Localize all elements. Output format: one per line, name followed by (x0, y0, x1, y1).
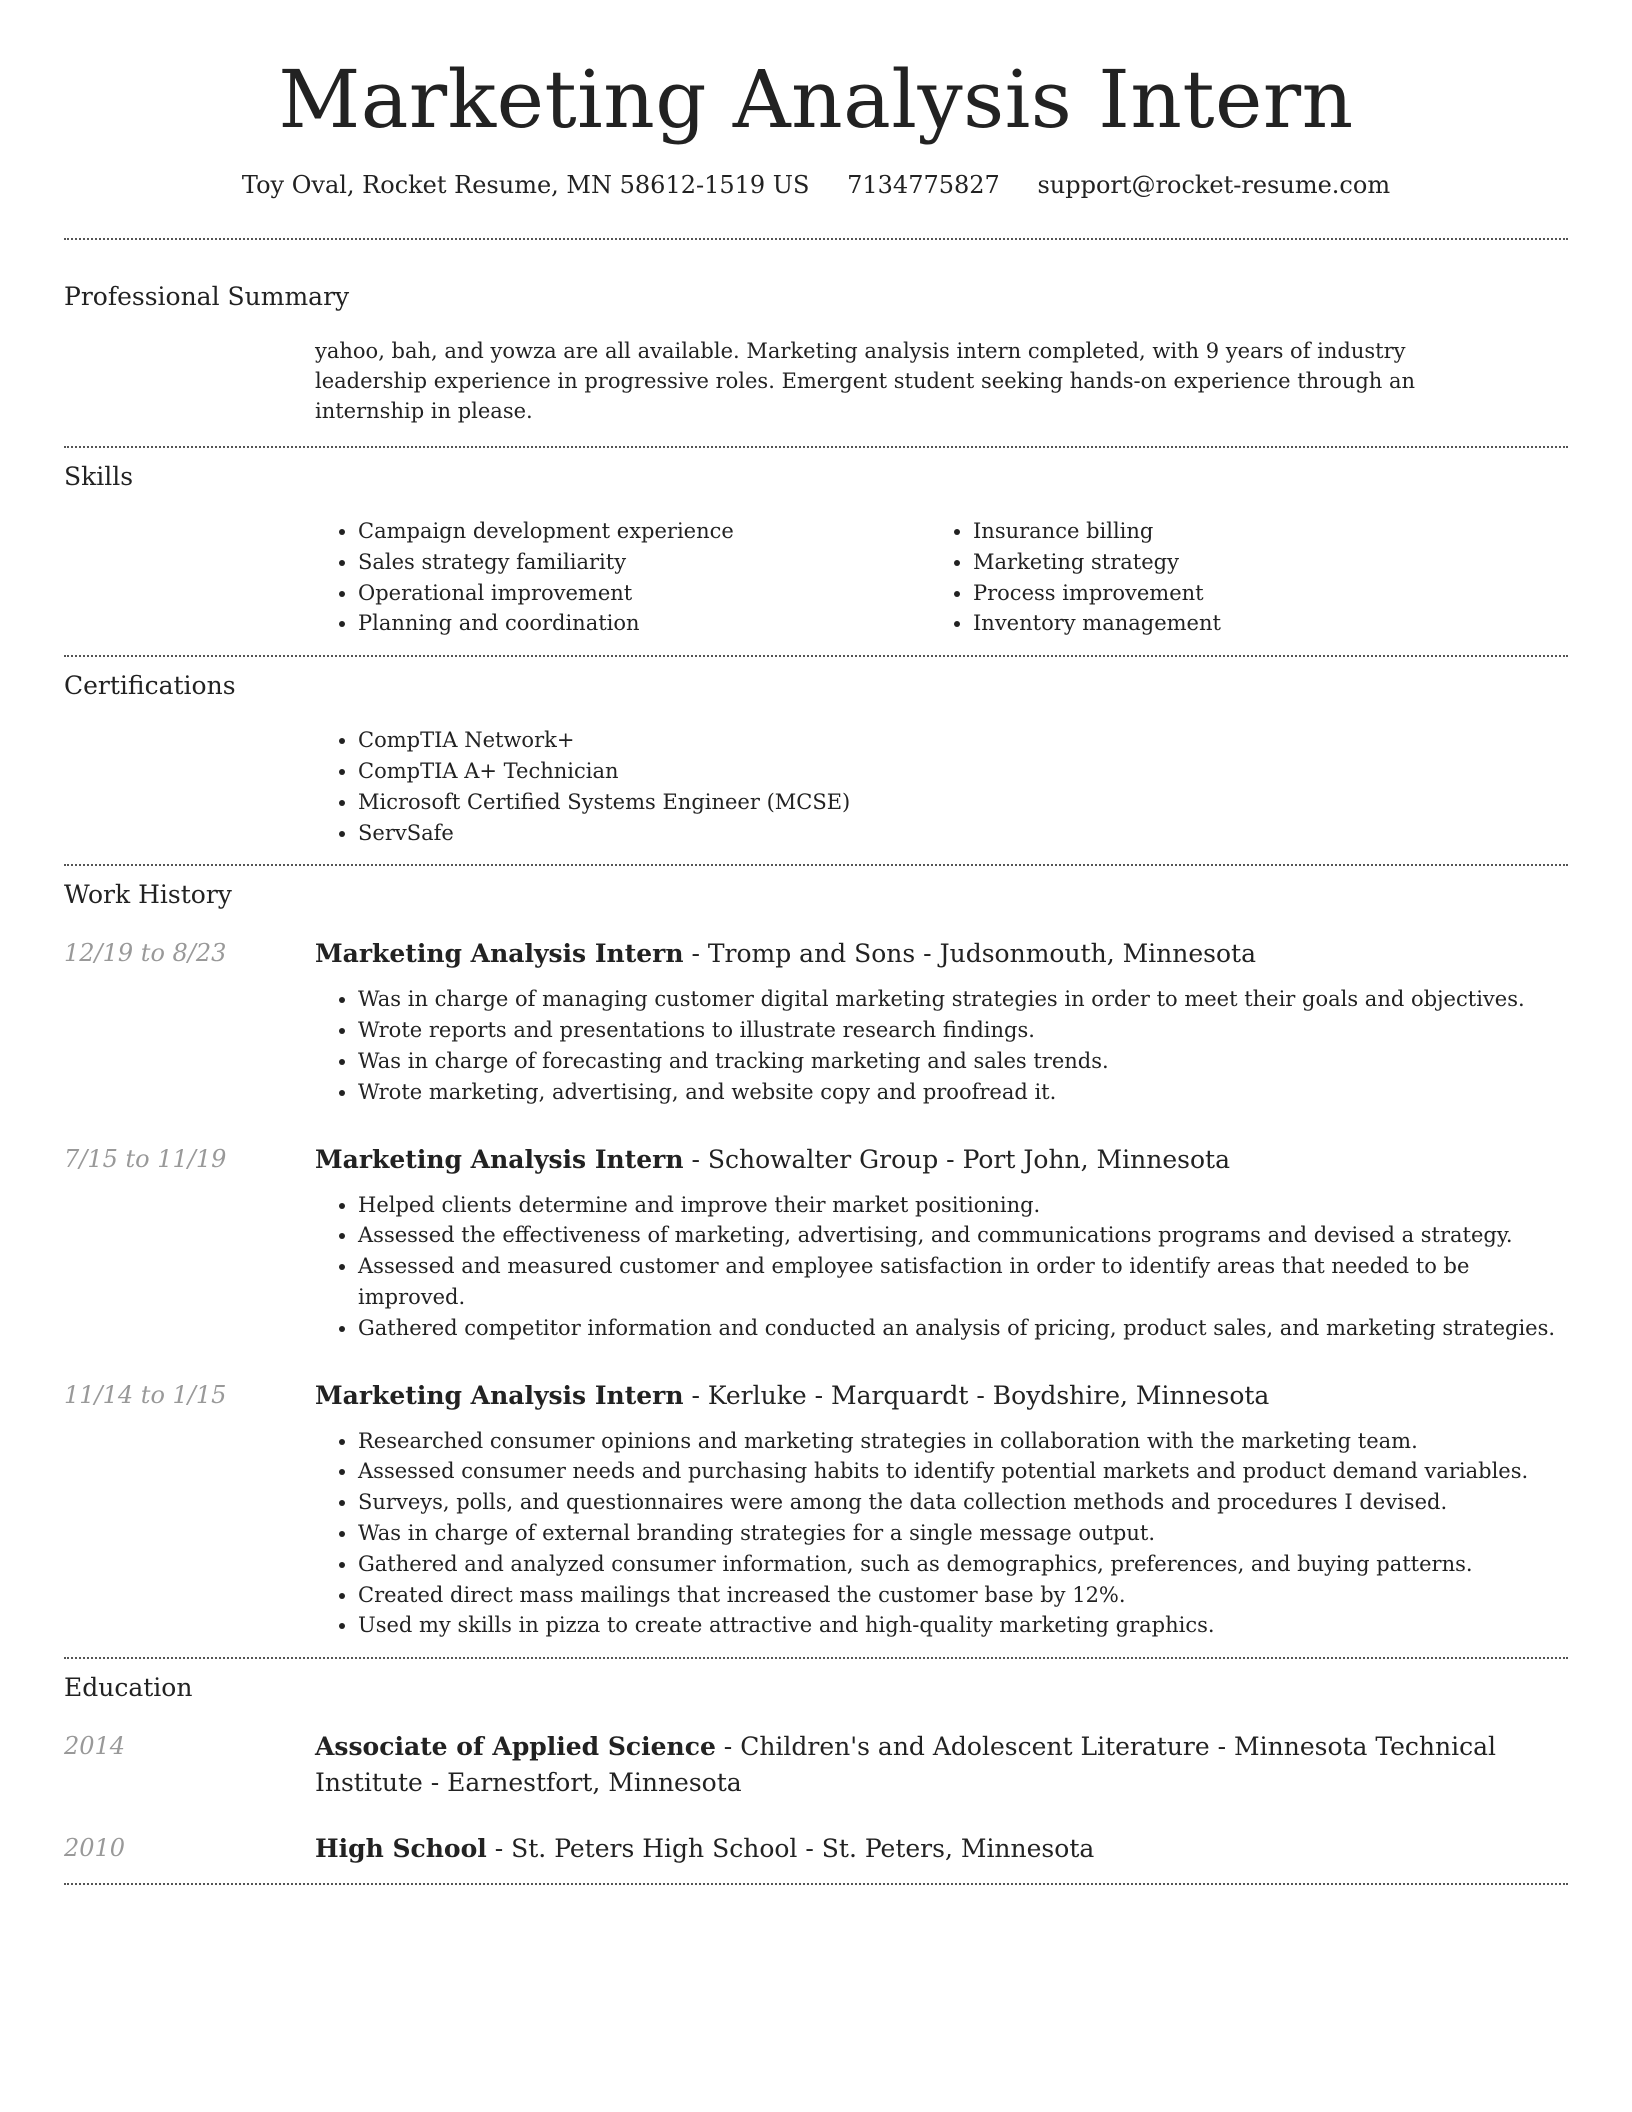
certifications-section (64, 669, 1568, 864)
education-heading (315, 1729, 1568, 1801)
job-title: Marketing Analysis Intern (315, 1380, 684, 1410)
section-title: Certifications (64, 671, 236, 701)
skill-item: • Insurance billing (973, 516, 1545, 547)
job-bullet: • Used my skills in pizza to create attractive and high-quality marketing graphics. (358, 1610, 1568, 1641)
divider (64, 655, 1568, 657)
job-bullets (315, 984, 1568, 1107)
skills-list (315, 516, 1568, 655)
education-section (64, 1671, 1568, 1883)
divider (64, 238, 1568, 240)
job-bullets (315, 1190, 1568, 1344)
job-dates: 11/14 to 1/15 (64, 1380, 227, 1409)
contact-line (64, 168, 1568, 202)
education-details: - St. Peters High School - St. Peters, Minnesota (486, 1834, 1095, 1864)
skills-column-left (315, 516, 930, 639)
job-bullet: • Helped clients determine and improve their market positioning. (358, 1190, 1568, 1221)
contact-email: support@rocket-resume.com (1037, 171, 1391, 199)
job-bullet: • Was in charge of forecasting and tracking marketing and sales trends. (358, 1046, 1568, 1077)
skill-item: • Marketing strategy (973, 547, 1545, 578)
section-title: Professional Summary (64, 282, 350, 311)
summary-text: yahoo, bah, and yowza are all available. Marketing analysis intern completed, with 9 years of industry leadership experience in progressive roles. Emergent student seeking hands-on experience through an internship in please. (315, 339, 1416, 423)
job-bullet: • Researched consumer opinions and marketing strategies in collaboration with the marketing team. (358, 1426, 1568, 1457)
section-title: Work History (64, 880, 232, 910)
skill-item: • Planning and coordination (358, 608, 930, 639)
job-bullet: • Wrote reports and presentations to illustrate research findings. (358, 1015, 1568, 1046)
job-details: - Tromp and Sons - Judsonmouth, Minnesota (683, 939, 1257, 969)
work-history-section (64, 878, 1568, 1657)
contact-phone: 7134775827 (847, 171, 1000, 199)
job-bullet: • Gathered competitor information and conducted an analysis of pricing, product sales, and marketing strategies. (358, 1313, 1568, 1344)
job-dates: 12/19 to 8/23 (64, 939, 227, 968)
certifications-list (315, 725, 1568, 864)
education-degree: Associate of Applied Science (315, 1732, 716, 1762)
job-bullet: • Assessed consumer needs and purchasing habits to identify potential markets and product demand variables. (358, 1456, 1568, 1487)
job-details: - Kerluke - Marquardt - Boydshire, Minnesota (683, 1380, 1270, 1410)
job-bullets (315, 1426, 1568, 1642)
education-degree: High School (315, 1834, 487, 1864)
resume-page (64, 0, 1568, 1885)
job-heading (315, 1142, 1568, 1178)
skills-section (64, 460, 1568, 655)
skill-item: • Sales strategy familiarity (358, 547, 930, 578)
job-bullet: • Was in charge of external branding strategies for a single message output. (358, 1518, 1568, 1549)
section-title: Education (64, 1673, 193, 1703)
education-heading (315, 1831, 1568, 1867)
job-heading (315, 1378, 1568, 1414)
job-bullet: • Wrote marketing, advertising, and website copy and proofread it. (358, 1077, 1568, 1108)
job-entry (64, 936, 1568, 1107)
skill-item: • Inventory management (973, 608, 1545, 639)
education-entry (64, 1729, 1568, 1801)
job-details: - Schowalter Group - Port John, Minnesota (683, 1144, 1230, 1174)
job-title: Marketing Analysis Intern (315, 1144, 684, 1174)
skill-item: • Operational improvement (358, 578, 930, 609)
certification-item: • CompTIA Network+ (358, 725, 1568, 756)
skill-item: • Campaign development experience (358, 516, 930, 547)
education-year: 2014 (64, 1732, 126, 1761)
certification-item: • Microsoft Certified Systems Engineer (MCSE) (358, 787, 1568, 818)
skill-item: • Process improvement (973, 578, 1545, 609)
divider (64, 864, 1568, 866)
contact-address: Toy Oval, Rocket Resume, MN 58612-1519 US (241, 171, 810, 199)
job-bullet: • Gathered and analyzed consumer information, such as demographics, preferences, and buying patterns. (358, 1549, 1568, 1580)
summary-section (64, 280, 1568, 446)
job-title: Marketing Analysis Intern (315, 939, 684, 969)
job-bullet: • Created direct mass mailings that increased the customer base by 12%. (358, 1580, 1568, 1611)
job-dates: 7/15 to 11/19 (64, 1144, 227, 1173)
job-entry (64, 1142, 1568, 1344)
education-details: - Children's and Adolescent Literature - Minnesota Technical Institute - Earnestfort, Minnesota (315, 1732, 1497, 1798)
skills-column-right (930, 516, 1545, 639)
education-year: 2010 (64, 1834, 126, 1863)
job-bullet: • Surveys, polls, and questionnaires were among the data collection methods and procedures I devised. (358, 1487, 1568, 1518)
certification-item: • CompTIA A+ Technician (358, 756, 1568, 787)
job-heading (315, 936, 1568, 972)
divider (64, 446, 1568, 448)
section-title: Skills (64, 462, 134, 491)
job-bullet: • Assessed and measured customer and employee satisfaction in order to identify areas that needed to be improved. (358, 1251, 1568, 1313)
education-entry (64, 1831, 1568, 1867)
divider (64, 1883, 1568, 1885)
job-entry (64, 1378, 1568, 1642)
certification-item: • ServSafe (358, 818, 1568, 849)
job-bullet: • Was in charge of managing customer digital marketing strategies in order to meet their goals and objectives. (358, 984, 1568, 1015)
job-bullet: • Assessed the effectiveness of marketing, advertising, and communications programs and devised a strategy. (358, 1220, 1568, 1251)
divider (64, 1657, 1568, 1659)
candidate-name: Marketing Analysis Intern (278, 53, 1354, 146)
